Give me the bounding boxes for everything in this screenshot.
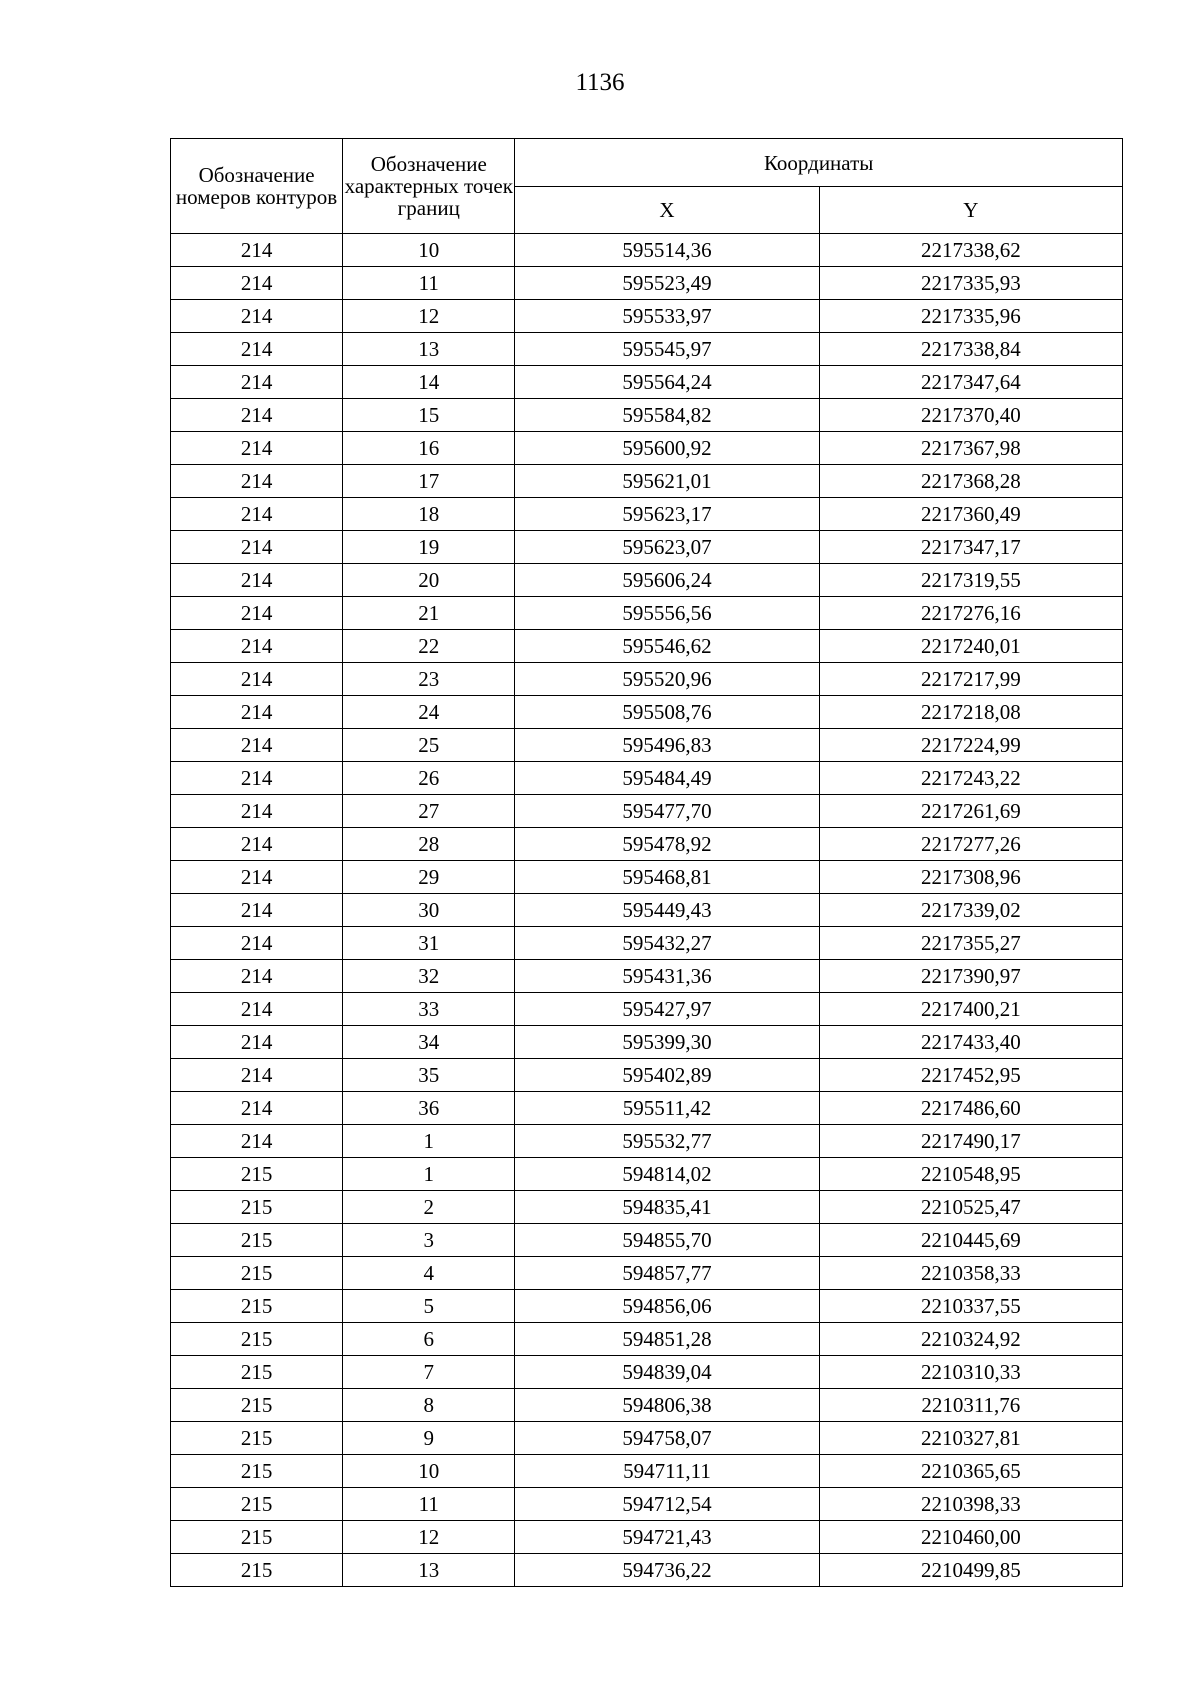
table-row [171,1026,1123,1059]
cell-y-coordinate: 2217368,28 [819,465,1122,498]
cell-x-coordinate: 595511,42 [515,1092,819,1125]
cell-contour-number: 214 [171,300,343,333]
cell-x-coordinate: 594814,02 [515,1158,819,1191]
table-row [171,1191,1123,1224]
cell-x-coordinate: 594856,06 [515,1290,819,1323]
cell-y-coordinate: 2217277,26 [819,828,1122,861]
header-contour-number: Обозначение номеров контуров [171,139,343,234]
table-row [171,399,1123,432]
cell-x-coordinate: 595514,36 [515,234,819,267]
cell-x-coordinate: 595584,82 [515,399,819,432]
cell-point-number: 3 [343,1224,515,1257]
cell-point-number: 16 [343,432,515,465]
cell-y-coordinate: 2217335,96 [819,300,1122,333]
cell-contour-number: 215 [171,1554,343,1587]
cell-contour-number: 214 [171,960,343,993]
cell-contour-number: 214 [171,729,343,762]
table-row [171,1389,1123,1422]
cell-point-number: 1 [343,1125,515,1158]
cell-x-coordinate: 594835,41 [515,1191,819,1224]
cell-contour-number: 214 [171,1125,343,1158]
cell-contour-number: 214 [171,267,343,300]
cell-x-coordinate: 594712,54 [515,1488,819,1521]
cell-contour-number: 214 [171,498,343,531]
cell-y-coordinate: 2210548,95 [819,1158,1122,1191]
cell-point-number: 24 [343,696,515,729]
cell-contour-number: 215 [171,1290,343,1323]
cell-y-coordinate: 2210398,33 [819,1488,1122,1521]
table-row [171,366,1123,399]
cell-x-coordinate: 594839,04 [515,1356,819,1389]
table-row [171,894,1123,927]
cell-point-number: 7 [343,1356,515,1389]
cell-point-number: 10 [343,1455,515,1488]
cell-x-coordinate: 595546,62 [515,630,819,663]
cell-contour-number: 214 [171,597,343,630]
cell-contour-number: 214 [171,927,343,960]
table-row [171,1257,1123,1290]
cell-point-number: 11 [343,1488,515,1521]
cell-contour-number: 214 [171,696,343,729]
table-row [171,1488,1123,1521]
table-row [171,1125,1123,1158]
cell-x-coordinate: 595427,97 [515,993,819,1026]
cell-x-coordinate: 595520,96 [515,663,819,696]
cell-y-coordinate: 2217339,02 [819,894,1122,927]
cell-point-number: 15 [343,399,515,432]
cell-x-coordinate: 595468,81 [515,861,819,894]
cell-contour-number: 215 [171,1389,343,1422]
cell-contour-number: 214 [171,234,343,267]
cell-x-coordinate: 595484,49 [515,762,819,795]
table-row [171,1554,1123,1587]
cell-contour-number: 214 [171,663,343,696]
cell-x-coordinate: 595621,01 [515,465,819,498]
cell-point-number: 10 [343,234,515,267]
cell-point-number: 29 [343,861,515,894]
cell-point-number: 26 [343,762,515,795]
table-row [171,465,1123,498]
cell-contour-number: 214 [171,564,343,597]
table-row [171,1323,1123,1356]
cell-x-coordinate: 595432,27 [515,927,819,960]
table-row [171,1158,1123,1191]
table-row [171,993,1123,1026]
cell-y-coordinate: 2210525,47 [819,1191,1122,1224]
cell-x-coordinate: 594855,70 [515,1224,819,1257]
table-row [171,729,1123,762]
cell-y-coordinate: 2217217,99 [819,663,1122,696]
cell-x-coordinate: 595399,30 [515,1026,819,1059]
cell-y-coordinate: 2217319,55 [819,564,1122,597]
cell-contour-number: 215 [171,1191,343,1224]
cell-point-number: 9 [343,1422,515,1455]
cell-y-coordinate: 2210337,55 [819,1290,1122,1323]
table-row [171,1059,1123,1092]
cell-contour-number: 215 [171,1356,343,1389]
cell-point-number: 23 [343,663,515,696]
cell-y-coordinate: 2217338,62 [819,234,1122,267]
table-row [171,1422,1123,1455]
cell-y-coordinate: 2217400,21 [819,993,1122,1026]
cell-contour-number: 214 [171,366,343,399]
cell-x-coordinate: 595606,24 [515,564,819,597]
header-boundary-point: Обозначение характерных точек границ [343,139,515,234]
table-row [171,597,1123,630]
cell-point-number: 25 [343,729,515,762]
cell-y-coordinate: 2217276,16 [819,597,1122,630]
cell-point-number: 1 [343,1158,515,1191]
coordinates-table [170,138,1123,1587]
cell-y-coordinate: 2210445,69 [819,1224,1122,1257]
cell-x-coordinate: 595496,83 [515,729,819,762]
table-row [171,1356,1123,1389]
cell-contour-number: 215 [171,1224,343,1257]
table-header [171,139,1123,234]
cell-point-number: 30 [343,894,515,927]
table-row [171,696,1123,729]
table-row [171,960,1123,993]
cell-x-coordinate: 594857,77 [515,1257,819,1290]
cell-y-coordinate: 2217433,40 [819,1026,1122,1059]
cell-y-coordinate: 2217218,08 [819,696,1122,729]
cell-point-number: 6 [343,1323,515,1356]
cell-point-number: 18 [343,498,515,531]
cell-contour-number: 214 [171,465,343,498]
cell-x-coordinate: 595478,92 [515,828,819,861]
cell-y-coordinate: 2210365,65 [819,1455,1122,1488]
cell-point-number: 17 [343,465,515,498]
cell-contour-number: 215 [171,1455,343,1488]
cell-y-coordinate: 2210324,92 [819,1323,1122,1356]
cell-x-coordinate: 595564,24 [515,366,819,399]
cell-contour-number: 215 [171,1521,343,1554]
cell-y-coordinate: 2210310,33 [819,1356,1122,1389]
cell-point-number: 14 [343,366,515,399]
cell-point-number: 32 [343,960,515,993]
table-row [171,333,1123,366]
cell-contour-number: 214 [171,1092,343,1125]
table-row [171,432,1123,465]
cell-point-number: 28 [343,828,515,861]
cell-point-number: 19 [343,531,515,564]
table-row [171,762,1123,795]
table-row [171,234,1123,267]
cell-x-coordinate: 595431,36 [515,960,819,993]
cell-point-number: 34 [343,1026,515,1059]
cell-contour-number: 215 [171,1257,343,1290]
cell-point-number: 35 [343,1059,515,1092]
cell-x-coordinate: 595477,70 [515,795,819,828]
cell-contour-number: 215 [171,1158,343,1191]
cell-x-coordinate: 595623,17 [515,498,819,531]
cell-contour-number: 214 [171,894,343,927]
cell-y-coordinate: 2217243,22 [819,762,1122,795]
cell-contour-number: 214 [171,861,343,894]
header-coordinates: Координаты [515,139,1123,187]
cell-contour-number: 214 [171,399,343,432]
table-row [171,630,1123,663]
page-number: 1136 [575,69,625,96]
cell-point-number: 20 [343,564,515,597]
cell-x-coordinate: 594736,22 [515,1554,819,1587]
cell-y-coordinate: 2217390,97 [819,960,1122,993]
cell-x-coordinate: 594758,07 [515,1422,819,1455]
table-row [171,927,1123,960]
cell-contour-number: 214 [171,795,343,828]
cell-contour-number: 214 [171,1059,343,1092]
table-row [171,663,1123,696]
cell-point-number: 27 [343,795,515,828]
cell-y-coordinate: 2217224,99 [819,729,1122,762]
cell-y-coordinate: 2217261,69 [819,795,1122,828]
cell-point-number: 22 [343,630,515,663]
table-row [171,861,1123,894]
table-row [171,1455,1123,1488]
cell-y-coordinate: 2217355,27 [819,927,1122,960]
cell-contour-number: 214 [171,1026,343,1059]
cell-contour-number: 214 [171,333,343,366]
cell-x-coordinate: 595545,97 [515,333,819,366]
cell-y-coordinate: 2217367,98 [819,432,1122,465]
cell-contour-number: 215 [171,1488,343,1521]
cell-y-coordinate: 2210358,33 [819,1257,1122,1290]
table-row [171,795,1123,828]
cell-point-number: 12 [343,1521,515,1554]
header-y: Y [819,187,1122,234]
table-row [171,1092,1123,1125]
cell-point-number: 5 [343,1290,515,1323]
cell-point-number: 31 [343,927,515,960]
table-row [171,300,1123,333]
cell-y-coordinate: 2217360,49 [819,498,1122,531]
cell-point-number: 8 [343,1389,515,1422]
cell-x-coordinate: 594851,28 [515,1323,819,1356]
table-row [171,498,1123,531]
cell-x-coordinate: 595556,56 [515,597,819,630]
cell-contour-number: 215 [171,1323,343,1356]
cell-point-number: 13 [343,1554,515,1587]
table-row [171,828,1123,861]
header-x: X [515,187,819,234]
cell-point-number: 4 [343,1257,515,1290]
cell-y-coordinate: 2217370,40 [819,399,1122,432]
cell-point-number: 36 [343,1092,515,1125]
cell-point-number: 2 [343,1191,515,1224]
cell-point-number: 33 [343,993,515,1026]
cell-y-coordinate: 2217452,95 [819,1059,1122,1092]
cell-x-coordinate: 594711,11 [515,1455,819,1488]
cell-y-coordinate: 2217347,17 [819,531,1122,564]
cell-contour-number: 214 [171,762,343,795]
cell-y-coordinate: 2217240,01 [819,630,1122,663]
cell-point-number: 21 [343,597,515,630]
cell-y-coordinate: 2210460,00 [819,1521,1122,1554]
cell-y-coordinate: 2217338,84 [819,333,1122,366]
cell-point-number: 12 [343,300,515,333]
cell-x-coordinate: 595402,89 [515,1059,819,1092]
table-row [171,1290,1123,1323]
cell-x-coordinate: 595508,76 [515,696,819,729]
cell-x-coordinate: 595523,49 [515,267,819,300]
cell-x-coordinate: 595532,77 [515,1125,819,1158]
cell-y-coordinate: 2217347,64 [819,366,1122,399]
cell-point-number: 13 [343,333,515,366]
cell-contour-number: 215 [171,1422,343,1455]
cell-y-coordinate: 2210311,76 [819,1389,1122,1422]
cell-x-coordinate: 594806,38 [515,1389,819,1422]
cell-contour-number: 214 [171,828,343,861]
cell-contour-number: 214 [171,531,343,564]
cell-point-number: 11 [343,267,515,300]
cell-x-coordinate: 595623,07 [515,531,819,564]
cell-x-coordinate: 595600,92 [515,432,819,465]
table-row [171,564,1123,597]
cell-y-coordinate: 2217490,17 [819,1125,1122,1158]
cell-y-coordinate: 2217335,93 [819,267,1122,300]
table-row [171,267,1123,300]
cell-y-coordinate: 2217486,60 [819,1092,1122,1125]
cell-contour-number: 214 [171,432,343,465]
cell-y-coordinate: 2210499,85 [819,1554,1122,1587]
cell-x-coordinate: 594721,43 [515,1521,819,1554]
cell-x-coordinate: 595449,43 [515,894,819,927]
table-row [171,1224,1123,1257]
table-row [171,1521,1123,1554]
table-row [171,531,1123,564]
cell-contour-number: 214 [171,630,343,663]
cell-y-coordinate: 2217308,96 [819,861,1122,894]
cell-contour-number: 214 [171,993,343,1026]
cell-y-coordinate: 2210327,81 [819,1422,1122,1455]
cell-x-coordinate: 595533,97 [515,300,819,333]
table-body [171,234,1123,1587]
